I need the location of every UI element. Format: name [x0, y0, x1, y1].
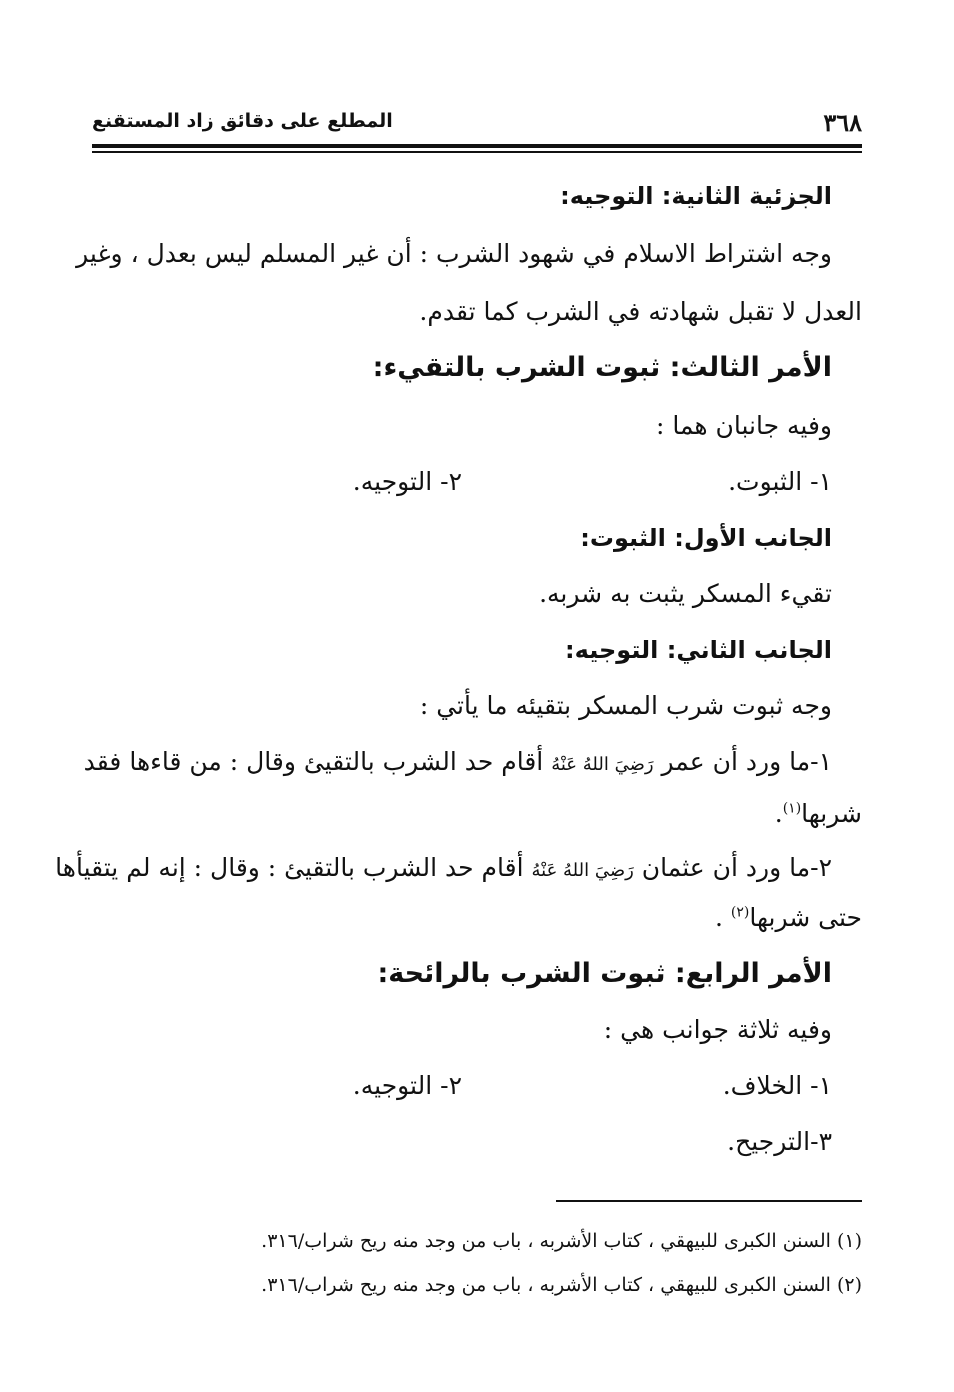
paragraph-line: العدل لا تقبل شهادته في الشرب كما تقدم. — [419, 297, 862, 326]
paragraph-line: وجه ثبوت شرب المسكر بتقيئه ما يأتي : — [419, 691, 832, 720]
paragraph-line — [100, 794, 862, 834]
footnote-separator — [556, 1200, 862, 1202]
list-row — [100, 462, 832, 502]
honorific-glyph: رَضِيَ اللهُ عَنْهُ — [551, 754, 654, 775]
text-run: . — [774, 799, 783, 828]
paragraph-line — [55, 848, 832, 891]
footnote-ref: (١) — [782, 800, 802, 817]
footnote-2: (٢) السنن الكبرى للبيهقي ، كتاب الأشربه ، باب من وجد منه ريح شراب/٣١٦. — [261, 1274, 862, 1296]
page-header — [92, 108, 862, 142]
section-heading-fourth-matter: الأمر الرابع: ثبوت الشرب بالرائحة: — [377, 958, 832, 989]
paragraph-line — [83, 742, 832, 785]
page-number: ٣٦٨ — [823, 108, 862, 137]
list-item: ٢- التوجيه. — [352, 1071, 462, 1100]
list-item: ٣-الترجيح. — [727, 1127, 832, 1156]
paragraph-line: وفيه ثلاثة جوانب هي : — [603, 1015, 832, 1044]
paragraph-line: تقيء المسكر يثبت به شربه. — [539, 579, 832, 608]
honorific-glyph: رَضِيَ اللهُ عَنْهُ — [531, 860, 634, 881]
text-run: ١-ما ورد أن عمر — [661, 747, 832, 776]
text-run: أقام حد الشرب بالتقيئ : وقال : إنه لم يتقيأها — [55, 853, 524, 882]
text-run: ٢-ما ورد أن عثمان — [641, 853, 832, 882]
paragraph-line — [100, 898, 862, 938]
paragraph-line: وفيه جانبان هما : — [655, 411, 832, 440]
text-run: أقام حد الشرب بالتقيئ وقال : من قاءها فقد — [83, 747, 544, 776]
list-item: ٢- التوجيه. — [352, 467, 462, 496]
text-run: . — [715, 903, 731, 932]
list-row — [100, 1066, 832, 1106]
running-title: المطلع على دقائق زاد المستقنع — [92, 110, 393, 132]
list-item: ١- الخلاف. — [722, 1071, 832, 1100]
header-rule-thick — [92, 144, 862, 148]
header-rule-thin — [92, 151, 862, 153]
section-heading-third-matter: الأمر الثالث: ثبوت الشرب بالتقيء: — [372, 352, 832, 383]
footnote-ref: (٢) — [730, 904, 750, 921]
text-run: شربها — [801, 799, 862, 828]
text-run: حتى شربها — [749, 903, 862, 932]
section-heading-justification: الجزئية الثانية: التوجيه: — [560, 182, 832, 210]
subheading-second-side: الجانب الثاني: التوجيه: — [565, 636, 832, 664]
paragraph-line: وجه اشتراط الاسلام في شهود الشرب : أن غير المسلم ليس بعدل ، وغير — [76, 239, 832, 268]
footnote-1: (١) السنن الكبرى للبيهقي ، كتاب الأشربه ، باب من وجد منه ريح شراب/٣١٦. — [261, 1230, 862, 1252]
subheading-first-side: الجانب الأول: الثبوت: — [580, 524, 832, 552]
list-item: ١- الثبوت. — [728, 467, 832, 496]
